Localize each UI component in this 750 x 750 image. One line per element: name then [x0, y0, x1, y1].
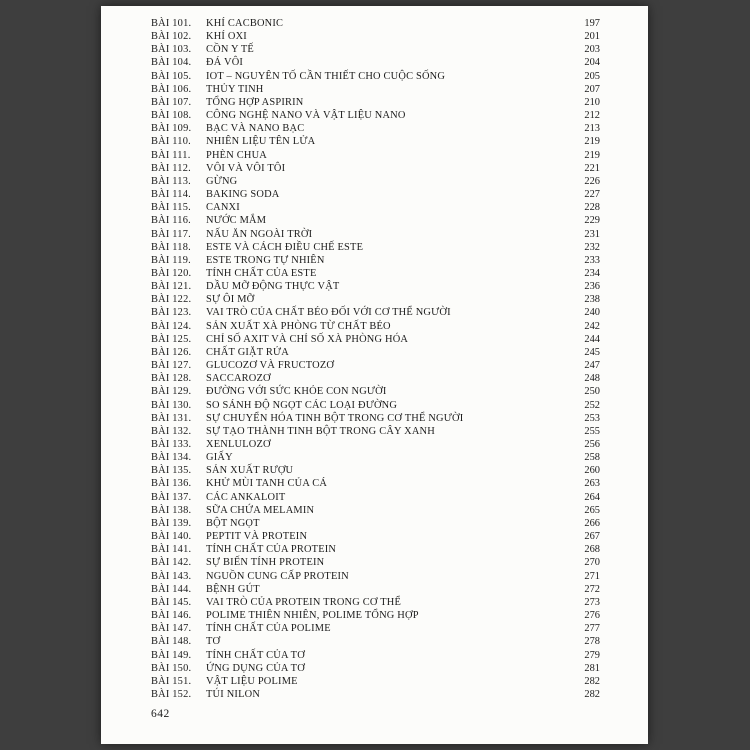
toc-row [151, 438, 600, 451]
toc-entry-page: 226 [584, 175, 600, 187]
toc-entry-page: 210 [584, 96, 600, 108]
toc-entry-title: TƠ [206, 636, 221, 648]
toc-entry-label: BÀI 128. [151, 373, 192, 385]
toc-entry-title: CHỈ SỐ AXIT VÀ CHỈ SỐ XÀ PHÒNG HÓA [206, 333, 409, 345]
toc-entry-title: CÁC ANKALOIT [206, 491, 286, 503]
toc-entry-title: NẤU ĂN NGOÀI TRỜI [206, 228, 313, 240]
toc-row [151, 649, 600, 662]
toc-entry-label: BÀI 104. [151, 57, 192, 69]
toc-entry-page: 247 [584, 360, 600, 372]
toc-entry-page: 272 [584, 583, 600, 595]
toc-entry-title: ĐƯỜNG VỚI SỨC KHỎE CON NGƯỜI [206, 386, 387, 398]
toc-entry-label: BÀI 137. [151, 491, 192, 503]
toc-row [151, 662, 600, 675]
toc-entry-title: SACCAROZƠ [206, 373, 271, 385]
toc-entry-title: SẢN XUẤT XÀ PHÒNG TỪ CHẤT BÉO [206, 320, 391, 332]
toc-entry-title: SỰ TẠO THÀNH TINH BỘT TRONG CÂY XANH [206, 425, 435, 437]
toc-entry-page: 260 [584, 465, 600, 477]
toc-row [151, 530, 600, 543]
toc-entry-title: NGUỒN CUNG CẤP PROTEIN [206, 570, 349, 582]
toc-entry-page: 276 [584, 610, 600, 622]
toc-entry-label: BÀI 106. [151, 83, 192, 95]
toc-entry-title: BỆNH GÚT [206, 583, 260, 595]
toc-entry-label: BÀI 134. [151, 452, 192, 464]
toc-entry-label: BÀI 139. [151, 517, 192, 529]
toc-entry-page: 233 [584, 254, 600, 266]
toc-entry-label: BÀI 146. [151, 610, 192, 622]
toc-row [151, 30, 600, 43]
toc-row [151, 135, 600, 148]
toc-entry-label: BÀI 141. [151, 544, 192, 556]
toc-entry-label: BÀI 133. [151, 439, 192, 450]
toc-row [151, 372, 600, 385]
toc-row [151, 385, 600, 398]
toc-row [151, 293, 600, 306]
toc-entry-page: 248 [584, 373, 600, 385]
toc-entry-page: 270 [584, 557, 600, 569]
toc-row [151, 241, 600, 254]
toc-entry-label: BÀI 144. [151, 583, 192, 595]
toc-entry-page: 238 [584, 294, 600, 306]
toc-entry-label: BÀI 143. [151, 570, 192, 582]
toc-entry-label: BÀI 126. [151, 346, 192, 358]
folio-page-number: 642 [151, 708, 170, 720]
toc-entry-label: BÀI 116. [151, 215, 191, 227]
toc-entry-title: GỪNG [206, 175, 238, 187]
toc-entry-label: BÀI 142. [151, 557, 192, 569]
toc-entry-title: KHỬ MÙI TANH CỦA CÁ [206, 478, 328, 490]
toc-row [151, 609, 600, 622]
toc-entry-page: 278 [584, 636, 600, 648]
toc-entry-page: 219 [584, 136, 600, 148]
toc-entry-page: 267 [584, 531, 600, 543]
toc-row [151, 504, 600, 517]
toc-row [151, 109, 600, 122]
toc-entry-title: SO SÁNH ĐỘ NGỌT CÁC LOẠI ĐƯỜNG [206, 399, 398, 411]
toc-entry-label: BÀI 105. [151, 70, 192, 82]
toc-row [151, 596, 600, 609]
toc-entry-label: BÀI 114. [151, 189, 191, 201]
toc-entry-title: IOT – NGUYÊN TỐ CẦN THIẾT CHO CUỘC SỐNG [206, 70, 446, 82]
toc-entry-title: CÔNG NGHỆ NANO VÀ VẬT LIỆU NANO [206, 110, 406, 122]
toc-entry-label: BÀI 149. [151, 649, 192, 661]
toc-row [151, 451, 600, 464]
toc-row [151, 70, 600, 83]
toc-row [151, 201, 600, 214]
toc-row [151, 333, 600, 346]
toc-row [151, 43, 600, 56]
toc-entry-title: BỘT NGỌT [206, 517, 260, 529]
toc-entry-label: BÀI 108. [151, 110, 192, 122]
toc-entry-page: 282 [584, 688, 600, 700]
toc-entry-title: ESTE TRONG TỰ NHIÊN [206, 254, 325, 266]
toc-entry-title: ỨNG DỤNG CỦA TƠ [206, 662, 305, 674]
toc-entry-title: DẦU MỠ ĐỘNG THỰC VẬT [206, 281, 340, 293]
toc-entry-title: GIẤY [206, 452, 233, 464]
toc-entry-page: 255 [584, 425, 600, 437]
toc-row [151, 635, 600, 648]
toc-row [151, 280, 600, 293]
toc-entry-page: 256 [584, 439, 600, 450]
toc-row [151, 583, 600, 596]
toc-row [151, 543, 600, 556]
toc-entry-label: BÀI 131. [151, 412, 192, 424]
toc-entry-page: 281 [584, 662, 600, 674]
toc-entry-title: BAKING SODA [206, 189, 280, 201]
toc-entry-page: 258 [584, 452, 600, 464]
toc-row [151, 517, 600, 530]
toc-entry-title: SỮA CHỨA MELAMIN [206, 504, 315, 516]
toc-entry-label: BÀI 152. [151, 688, 192, 700]
toc-entry-label: BÀI 122. [151, 294, 192, 306]
toc-entry-title: BẠC VÀ NANO BẠC [206, 123, 305, 135]
toc-entry-title: VAI TRÒ CỦA CHẤT BÉO ĐỐI VỚI CƠ THỂ NGƯỜI [206, 307, 451, 319]
toc-row [151, 188, 600, 201]
toc-row [151, 122, 600, 135]
toc-row [151, 464, 600, 477]
toc-entry-title: TÍNH CHẤT CỦA POLIME [206, 623, 331, 635]
toc-entry-label: BÀI 119. [151, 254, 191, 266]
toc-entry-label: BÀI 138. [151, 504, 192, 516]
toc-entry-title: KHÍ CACBONIC [206, 18, 284, 29]
toc-entry-label: BÀI 129. [151, 386, 192, 398]
toc-entry-page: 205 [584, 70, 600, 82]
toc-entry-page: 227 [584, 189, 600, 201]
toc-entry-page: 197 [584, 18, 600, 29]
toc-entry-label: BÀI 148. [151, 636, 192, 648]
toc-entry-page: 236 [584, 281, 600, 293]
toc-entry-label: BÀI 123. [151, 307, 192, 319]
toc-entry-page: 212 [584, 110, 600, 122]
toc-entry-title: THỦY TINH [206, 83, 264, 95]
toc-entry-title: TÍNH CHẤT CỦA PROTEIN [206, 544, 337, 556]
toc-entry-title: SẢN XUẤT RƯỢU [206, 465, 294, 477]
toc-row [151, 254, 600, 267]
toc-entry-title: SỰ BIẾN TÍNH PROTEIN [206, 557, 325, 569]
toc-entry-label: BÀI 145. [151, 596, 192, 608]
toc-entry-label: BÀI 135. [151, 465, 192, 477]
toc-entry-page: 266 [584, 517, 600, 529]
toc-entry-title: CANXI [206, 202, 240, 214]
toc-entry-title: GLUCOZƠ VÀ FRUCTOZƠ [206, 360, 335, 372]
toc-entry-label: BÀI 136. [151, 478, 192, 490]
toc-row [151, 570, 600, 583]
toc-entry-page: 221 [584, 162, 600, 174]
toc-row [151, 491, 600, 504]
toc-row [151, 622, 600, 635]
toc-row [151, 267, 600, 280]
toc-row [151, 56, 600, 69]
toc-entry-label: BÀI 125. [151, 333, 192, 345]
toc-row [151, 96, 600, 109]
toc-entry-title: CHẤT GIẶT RỬA [206, 346, 290, 358]
toc-entry-title: TÍNH CHẤT CỦA TƠ [206, 649, 305, 661]
toc-entry-page: 252 [584, 399, 600, 411]
toc-entry-title: TÚI NILON [206, 688, 261, 700]
toc-entry-page: 201 [584, 31, 600, 43]
toc-entry-title: TÍNH CHẤT CỦA ESTE [206, 267, 317, 279]
toc-entry-page: 277 [584, 623, 600, 635]
toc-entry-page: 207 [584, 83, 600, 95]
table-of-contents [101, 6, 648, 701]
toc-row [151, 214, 600, 227]
toc-entry-label: BÀI 107. [151, 96, 192, 108]
toc-row [151, 228, 600, 241]
toc-entry-label: BÀI 147. [151, 623, 192, 635]
toc-entry-label: BÀI 132. [151, 425, 192, 437]
toc-entry-page: 264 [584, 491, 600, 503]
toc-row [151, 556, 600, 569]
toc-entry-label: BÀI 130. [151, 399, 192, 411]
toc-entry-title: SỰ CHUYỂN HÓA TINH BỘT TRONG CƠ THỂ NGƯỜI [206, 412, 464, 424]
toc-entry-page: 279 [584, 649, 600, 661]
toc-row [151, 306, 600, 319]
toc-entry-page: 231 [584, 228, 600, 240]
toc-entry-page: 245 [584, 346, 600, 358]
toc-entry-title: KHÍ OXI [206, 31, 247, 43]
toc-entry-label: BÀI 117. [151, 228, 191, 240]
toc-entry-page: 234 [584, 267, 600, 279]
toc-entry-title: CỒN Y TẾ [206, 44, 254, 56]
toc-entry-title: PEPTIT VÀ PROTEIN [206, 531, 308, 543]
toc-entry-label: BÀI 118. [151, 241, 191, 253]
toc-entry-label: BÀI 120. [151, 267, 192, 279]
toc-row [151, 688, 600, 701]
toc-entry-label: BÀI 151. [151, 675, 192, 687]
toc-entry-label: BÀI 101. [151, 18, 192, 29]
toc-entry-label: BÀI 113. [151, 175, 191, 187]
toc-entry-page: 273 [584, 596, 600, 608]
toc-entry-page: 213 [584, 123, 600, 135]
toc-entry-page: 282 [584, 675, 600, 687]
toc-entry-page: 263 [584, 478, 600, 490]
toc-row [151, 359, 600, 372]
toc-entry-page: 250 [584, 386, 600, 398]
toc-row [151, 17, 600, 30]
toc-entry-title: VẬT LIỆU POLIME [206, 675, 298, 687]
toc-row [151, 320, 600, 333]
toc-entry-page: 271 [584, 570, 600, 582]
toc-row [151, 83, 600, 96]
toc-entry-label: BÀI 103. [151, 44, 192, 56]
toc-entry-label: BÀI 127. [151, 360, 192, 372]
toc-row [151, 149, 600, 162]
toc-row [151, 675, 600, 688]
toc-entry-page: 228 [584, 202, 600, 214]
toc-entry-title: ESTE VÀ CÁCH ĐIỀU CHẾ ESTE [206, 241, 364, 253]
toc-entry-label: BÀI 110. [151, 136, 191, 148]
toc-entry-title: ĐÁ VÔI [206, 57, 244, 69]
toc-entry-page: 268 [584, 544, 600, 556]
toc-entry-label: BÀI 111. [151, 149, 191, 161]
toc-entry-page: 204 [584, 57, 600, 69]
toc-entry-title: NHIÊN LIỆU TÊN LỬA [206, 136, 316, 148]
toc-entry-title: VAI TRÒ CỦA PROTEIN TRONG CƠ THỂ [206, 596, 401, 608]
toc-entry-page: 219 [584, 149, 600, 161]
toc-entry-page: 232 [584, 241, 600, 253]
toc-entry-title: VÔI VÀ VÔI TÔI [206, 162, 286, 174]
toc-row [151, 175, 600, 188]
toc-entry-title: NƯỚC MẮM [206, 215, 267, 227]
toc-entry-title: POLIME THIÊN NHIÊN, POLIME TỔNG HỢP [206, 610, 419, 622]
toc-entry-page: 253 [584, 412, 600, 424]
toc-row [151, 477, 600, 490]
toc-row [151, 346, 600, 359]
toc-entry-title: XENLULOZƠ [206, 439, 271, 450]
toc-entry-label: BÀI 115. [151, 202, 191, 214]
toc-entry-label: BÀI 121. [151, 281, 192, 293]
toc-entry-label: BÀI 109. [151, 123, 192, 135]
toc-row [151, 162, 600, 175]
toc-entry-label: BÀI 150. [151, 662, 192, 674]
toc-entry-page: 203 [584, 44, 600, 56]
toc-entry-label: BÀI 102. [151, 31, 192, 43]
toc-entry-page: 244 [584, 333, 600, 345]
toc-entry-label: BÀI 140. [151, 531, 192, 543]
toc-entry-page: 242 [584, 320, 600, 332]
toc-entry-label: BÀI 124. [151, 320, 192, 332]
toc-row [151, 399, 600, 412]
toc-entry-page: 265 [584, 504, 600, 516]
toc-entry-title: SỰ ÔI MỠ [206, 294, 255, 306]
toc-entry-page: 229 [584, 215, 600, 227]
toc-entry-title: PHÈN CHUA [206, 149, 267, 161]
toc-entry-title: TỔNG HỢP ASPIRIN [206, 96, 304, 108]
toc-entry-page: 240 [584, 307, 600, 319]
toc-entry-label: BÀI 112. [151, 162, 191, 174]
book-page [101, 6, 648, 744]
toc-row [151, 425, 600, 438]
toc-row [151, 412, 600, 425]
